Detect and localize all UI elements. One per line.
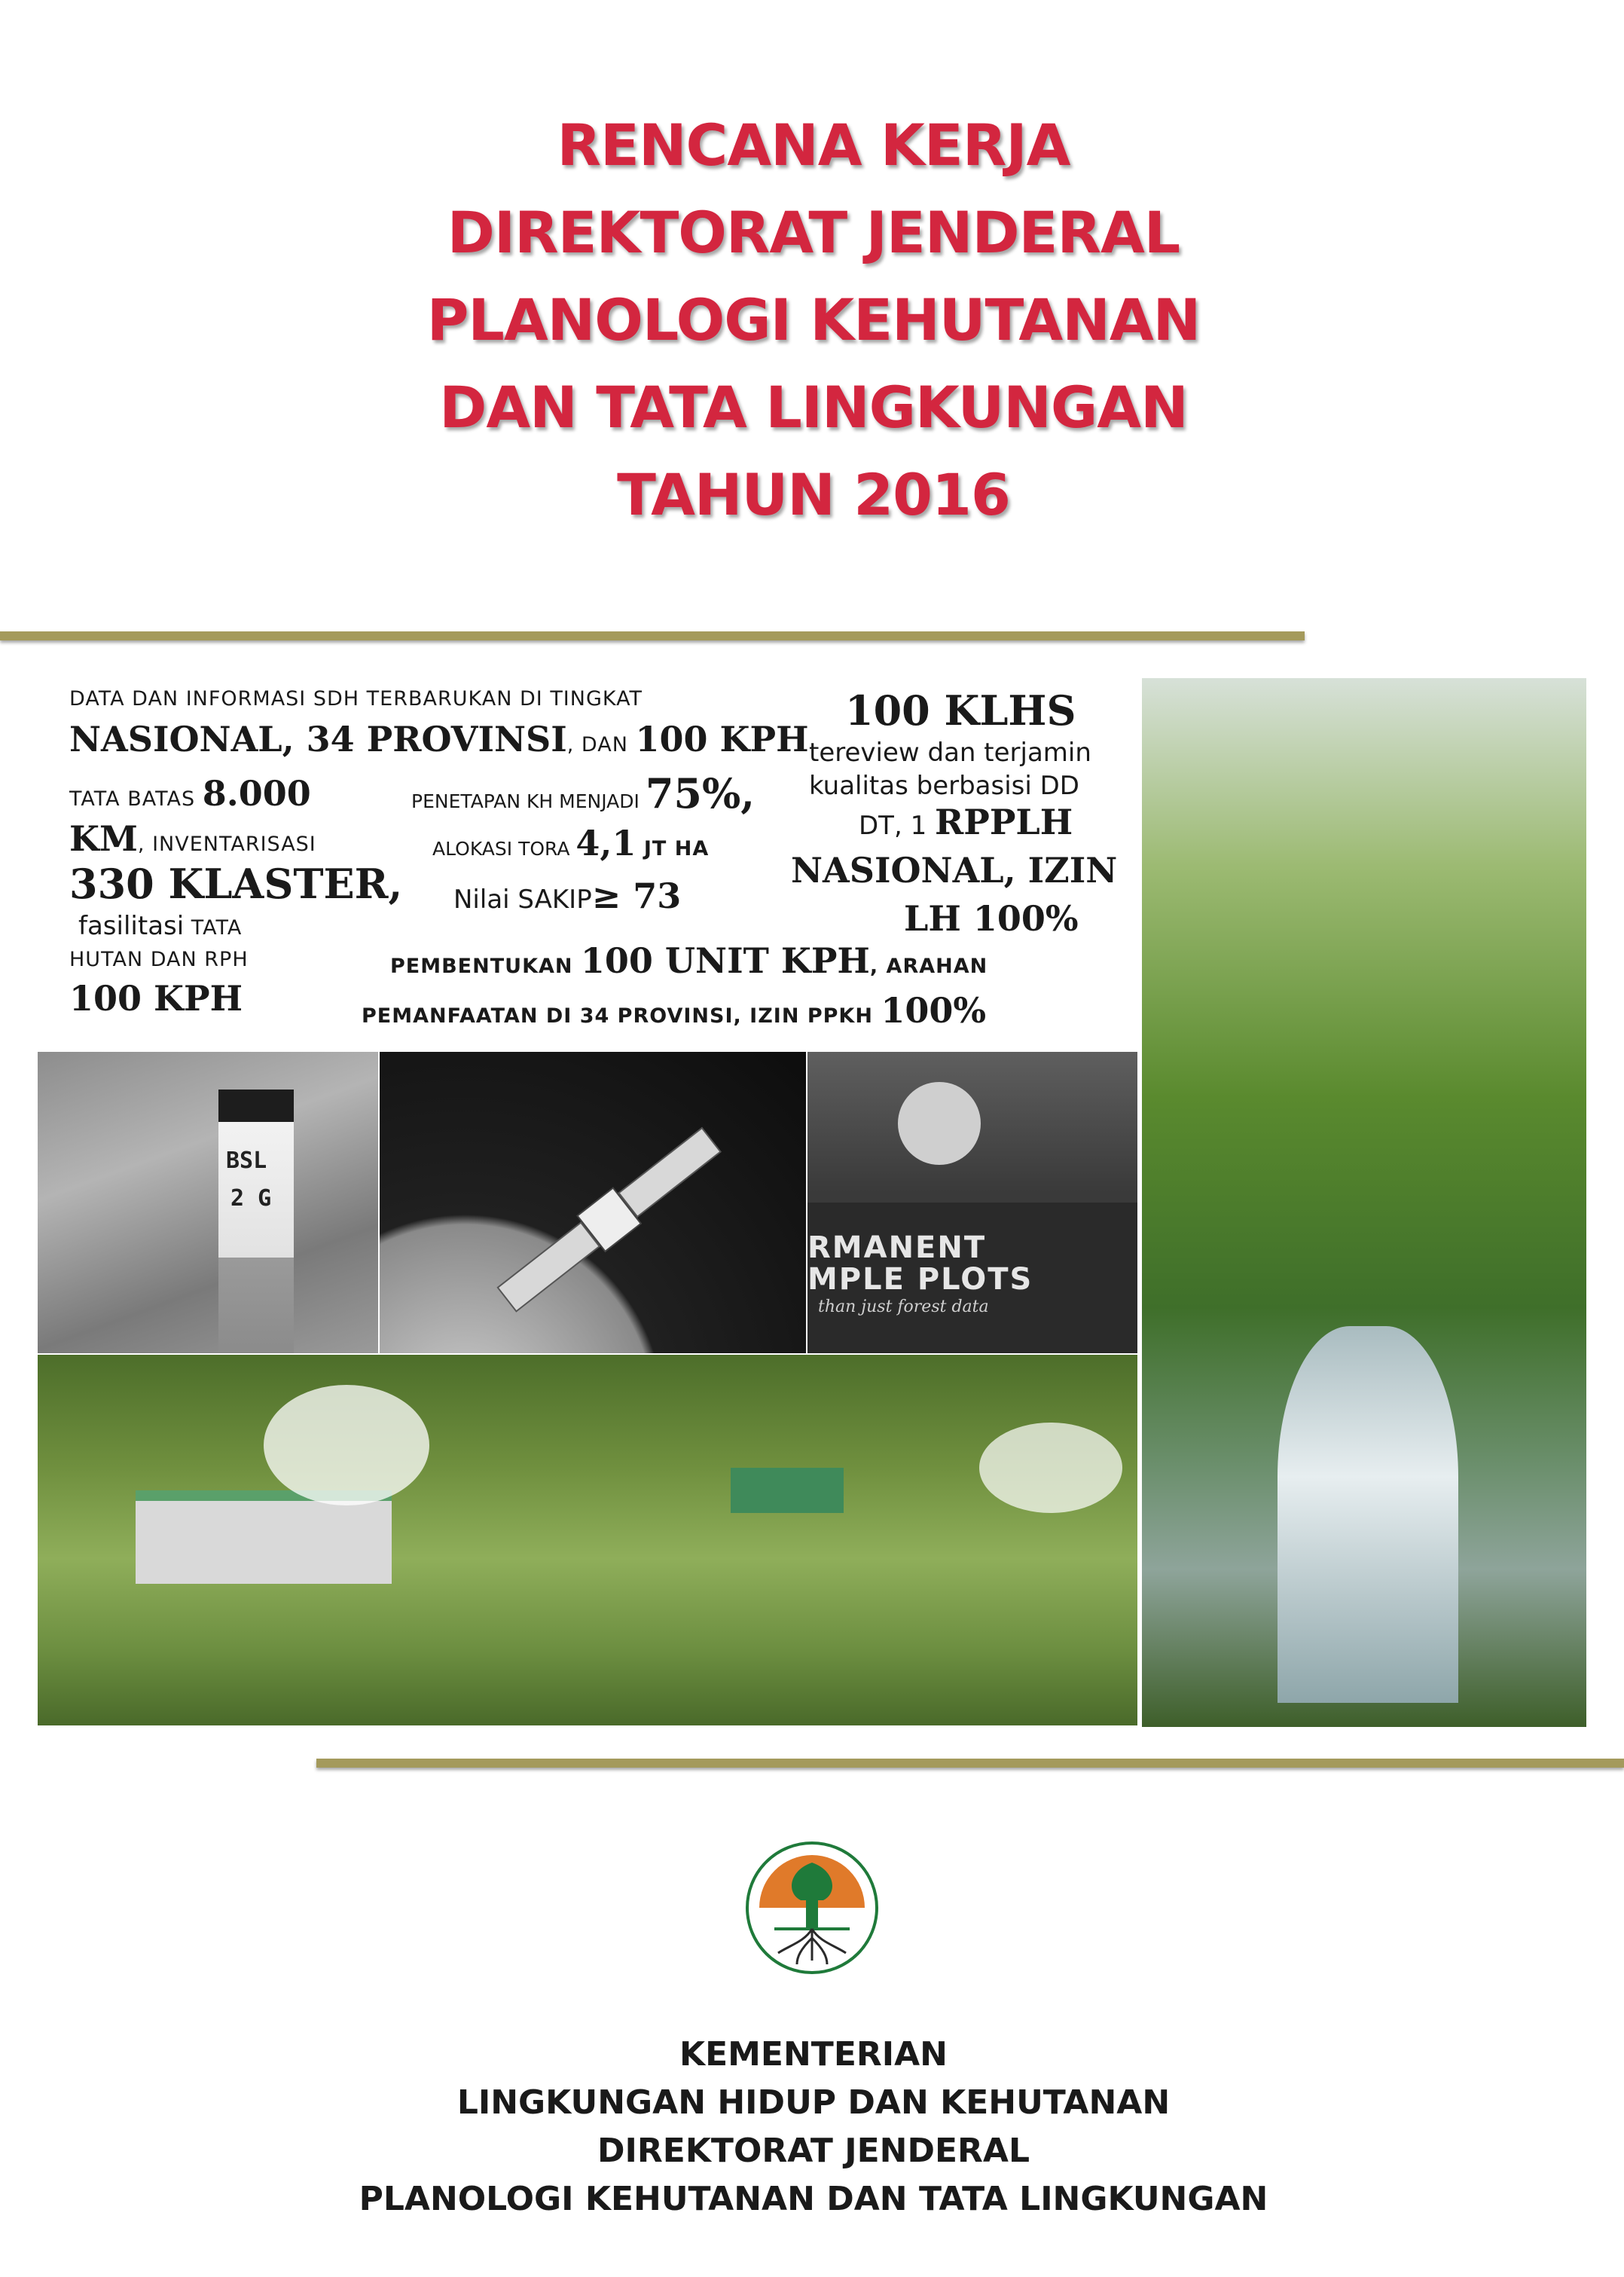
klhs-value: 100 KLHS [845, 686, 1076, 735]
title-line-3: PLANOLOGI KEHUTANAN [426, 286, 1201, 353]
ministry-logo [744, 1840, 880, 1976]
klaster-value: 330 KLASTER [69, 860, 389, 908]
arahan-text: , ARAHAN [869, 955, 988, 978]
pemanfaatan-label: PEMANFAATAN DI 34 PROVINSI, IZIN PPKH [362, 1004, 881, 1028]
alokasi-line [432, 823, 710, 863]
klaster-line [69, 860, 403, 908]
tata-batas-line [69, 773, 311, 814]
cover-title [151, 102, 1476, 539]
rpplh-line [859, 802, 1073, 842]
footer-line-1: KEMENTERIAN [679, 2035, 948, 2074]
forest-river-photo [1142, 678, 1586, 1727]
km-text: KM [69, 818, 138, 859]
pembentukan-value: 100 UNIT KPH [580, 940, 870, 981]
boundary-marker-photo [38, 1052, 378, 1353]
klhs-line-3: kualitas berbasisi DD [809, 771, 1079, 801]
sakip-line [453, 876, 682, 916]
data-info-line: DATA DAN INFORMASI SDH TERBARUKAN DI TINGKAT [69, 687, 643, 711]
dan-text: , DAN [566, 733, 636, 756]
hutan-rph-line: HUTAN DAN RPH [69, 948, 249, 971]
title-line-2: DIREKTORAT JENDERAL [447, 199, 1180, 266]
inventarisasi-text: , INVENTARISASI [137, 833, 316, 856]
klhs-line-2: tereview dan terjamin [809, 738, 1091, 768]
dt-text: DT, 1 [859, 811, 936, 841]
marker-label-1: BSL [226, 1148, 267, 1174]
satellite-photo [380, 1052, 806, 1353]
publisher-block [226, 2031, 1401, 2224]
kph-count: 100 KPH [635, 719, 809, 760]
pembentukan-line [390, 940, 988, 981]
title-line-1: RENCANA KERJA [557, 112, 1070, 179]
sakip-value: ≥ 73 [591, 876, 682, 916]
footer-line-4: PLANOLOGI KEHUTANAN DAN TATA LINGKUNGAN [359, 2180, 1268, 2218]
targets-infographic [38, 678, 1137, 1044]
pembentukan-label: PEMBENTUKAN [390, 955, 581, 978]
penetapan-value: 75%, [645, 769, 756, 818]
title-line-5: TAHUN 2016 [617, 461, 1010, 528]
plots-subtitle: than just forest data [818, 1297, 989, 1316]
footer-line-3: DIREKTORAT JENDERAL [597, 2132, 1030, 2170]
tata-batas-value: 8.000 [202, 773, 311, 814]
fasilitasi-text: fasilitasi [78, 911, 185, 941]
plots-title-2: MPLE PLOTS [807, 1262, 1033, 1297]
km-line [69, 818, 316, 859]
bottom-divider [316, 1759, 1624, 1768]
klaster-comma: , [388, 860, 403, 908]
top-divider [0, 631, 1305, 640]
fasilitasi-line [78, 913, 242, 939]
title-line-4: DAN TATA LINGKUNGAN [439, 374, 1188, 441]
marker-label-2: 2 G [230, 1185, 272, 1212]
kph-line: 100 KPH [69, 978, 243, 1019]
alokasi-unit: JT HA [636, 837, 710, 860]
pemanfaatan-line [362, 990, 987, 1031]
geothermal-plant-photo [38, 1355, 1137, 1725]
footer-line-2: LINGKUNGAN HIDUP DAN KEHUTANAN [456, 2083, 1171, 2122]
tata-batas-label: TATA BATAS [69, 787, 203, 811]
nasional-izin-line: NASIONAL, IZIN [791, 850, 1118, 891]
penetapan-line [411, 769, 756, 818]
penetapan-label: PENETAPAN KH MENJADI [411, 790, 646, 812]
rpplh-text: RPPLH [935, 802, 1073, 842]
alokasi-value: 4,1 [575, 823, 636, 863]
permanent-sample-plots-photo [807, 1052, 1137, 1353]
alokasi-label: ALOKASI TORA [432, 838, 576, 860]
sakip-label: Nilai SAKIP [453, 885, 592, 915]
nasional-line [69, 719, 809, 760]
lh-line: LH 100% [904, 898, 1079, 939]
plots-title-1: RMANENT [807, 1230, 987, 1265]
tata-text: TATA [184, 916, 243, 940]
pemanfaatan-value: 100% [881, 990, 987, 1031]
nasional-provinsi: NASIONAL, 34 PROVINSI [69, 719, 567, 760]
